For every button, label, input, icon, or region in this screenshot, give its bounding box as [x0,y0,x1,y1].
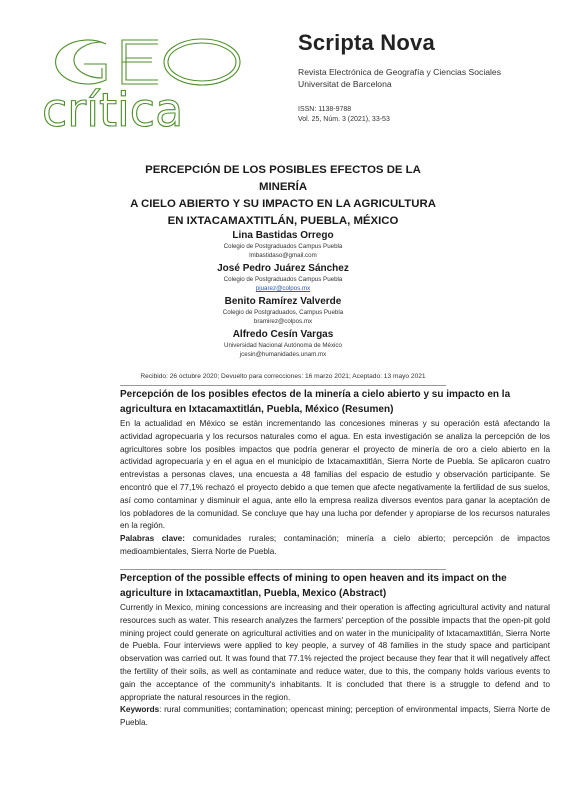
author-entry [140,328,426,359]
author-email: jcesin@humanidades.unam.mx [239,351,327,358]
author-entry [140,229,426,260]
resumen-title: Percepción de los posibles efectos de la minería a cielo abierto y su impacto en la agricultura en Ixtacamaxtitlán, Puebla, México (Resumen) [120,389,511,415]
geocritica-logo-mark [40,30,275,132]
author-email: bramirez@colpos.mx [253,318,313,325]
article-title [120,162,446,230]
keywords-text: : rural communities; contamination; opencast mining; perception of environmental impacts, Sierra Norte de Puebla. [120,705,550,728]
journal-issn: ISSN: 1138-9788 [298,106,352,113]
resumen-keywords [120,533,550,559]
abstract-keywords [120,704,550,730]
journal-subtitle-line2: Universitat de Barcelona [298,79,392,89]
resumen-section [120,387,550,559]
abstract-title: Perception of the possible effects of mining to open heaven and its impact on the agriculture in Ixtacamaxtitlan, Puebla, Mexico (Abstract) [120,573,507,599]
geocritica-logo [40,30,275,132]
received-dates: Recibido: 26 octubre 2020; Devuelto para correcciones: 16 marzo 2021; Aceptado: 13 mayo 2021 [140,373,426,380]
author-entry [140,295,426,326]
author-name: Benito Ramírez Valverde [224,296,342,307]
author-affiliation: Colegio de Postgraduados Campus Puebla [223,243,343,250]
title-line: EN IXTACAMAXTITLÁN, PUEBLA, MÉXICO [167,215,399,227]
keywords-label: Keywords [120,705,160,715]
author-affiliation: Colegio de Postgraduados, Campus Puebla [222,309,344,316]
title-line: PERCEPCIÓN DE LOS POSIBLES EFECTOS DE LA MINERÍA [145,164,421,193]
keywords-text: comunidades rurales; contaminación; minería a cielo abierto; percepción de impactos medioambientales, Sierra Norte de Puebla. [120,534,550,556]
author-email-link[interactable]: pjuarez@colpos.mx [255,285,311,292]
resumen-body: En la actualidad en México se están incrementando las concesiones mineras y su operación está afectando la actividad agropecuaria y los recursos naturales como el agua. En esta investigación se analiza la percepción de los agricultores sobre los posibles impactos que podría generar el proyecto de minería de oro a cielo abierto en la actividad agropecuaria y en el agua en el municipio de Ixtacamaxtitlán, Sierra Norte de Puebla. Se aplicaron cuatro entrevistas a personas claves, una encuesta a 48 familias del espacio de estudio y observación participante. Se encontró que el 77,1% rechazó el proyecto debido a que temen que afecte negativamente la fertilidad de sus suelos, así como contaminar y disminuir el agua, ante ello la empresa realiza diversos eventos para ganar la aceptación de los pobladores de la comunidad. Se concluye que hay una lucha por defender y apropiarse de los recursos naturales en la región. [120,419,550,531]
abstract-body: Currently in Mexico, mining concessions are increasing and their operation is affecting agricultural activity and natural resources such as water. This research analyzes the farmers' perception of the possible impacts that the open-pit gold mining project could generate on agricultural activities and on water in the municipality of Ixtacamaxtitlán, Sierra Norte de Puebla. Four interviews were applied to key people, a survey of 48 families in the study space and participant observation was carried out. It was found that 77.1% rejected the project because they fear that it will negatively affect the fertility of their soils, as well as contaminate and reduce water, due to this, the company holds various events to gain the acceptance of the community's inhabitants. It is concluded that there is a struggle to defend and to appropriate the natural resources in the region. [120,603,550,702]
journal-title: Scripta Nova [298,30,435,55]
author-name: José Pedro Juárez Sánchez [217,263,349,274]
divider [120,385,446,386]
author-name: Lina Bastidas Orrego [232,230,334,241]
journal-header [298,30,548,125]
divider [120,569,446,570]
author-affiliation: Colegio de Postgraduados Campus Puebla [223,276,343,283]
title-line: A CIELO ABIERTO Y SU IMPACTO EN LA AGRICULTURA [130,198,436,210]
journal-volume: Vol. 25, Núm. 3 (2021), 33-53 [298,116,390,123]
author-list [140,229,426,361]
author-entry [140,262,426,293]
keywords-label: Palabras clave: [120,534,185,544]
author-affiliation: Universidad Nacional Autónoma de México [224,342,342,349]
author-name: Alfredo Cesín Vargas [232,329,334,340]
journal-subtitle-line1: Revista Electrónica de Geografía y Ciencias Sociales [298,67,502,77]
logo-word: crítica [42,83,184,132]
journal-subtitle [298,66,548,90]
author-email: lmbastidaso@gmail.com [249,252,317,259]
abstract-section [120,571,550,730]
journal-issn-block [298,105,548,125]
